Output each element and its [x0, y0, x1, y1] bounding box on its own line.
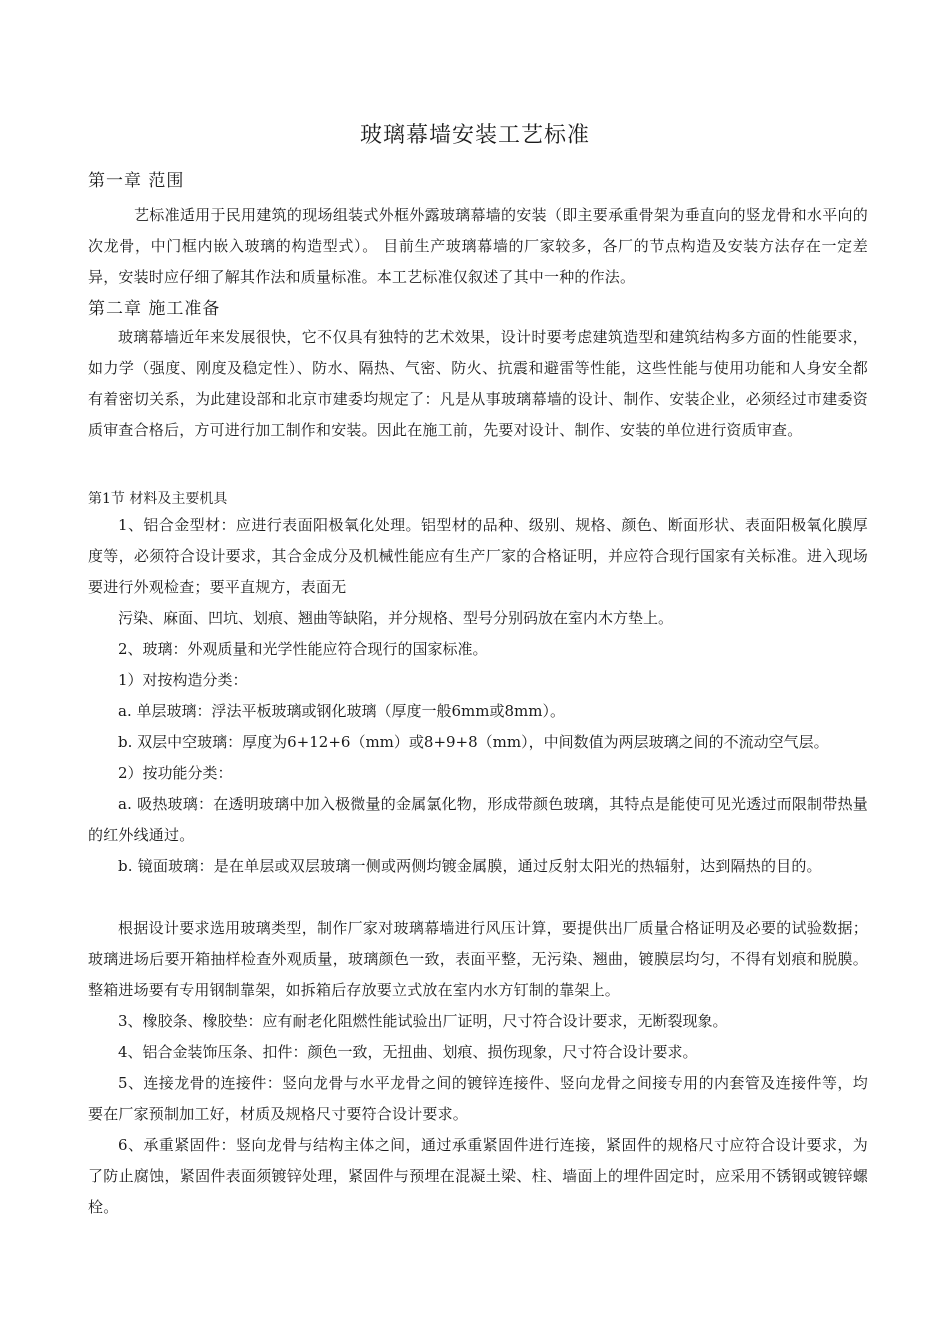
material-item-1: 1、铝合金型材：应进行表面阳极氧化处理。铝型材的品种、级别、规格、颜色、断面形状、表面阳极氧化膜厚度等，必须符合设计要求，其合金成分及机械性能应有生产厂家的合格证明，并应符合现行国家有关标准。进入现场要进行外观检查；要平直规方，表面无: [88, 516, 868, 596]
material-item-6: 6、承重紧固件：竖向龙骨与结构主体之间，通过承重紧固件进行连接，紧固件的规格尺寸应符合设计要求，为了防止腐蚀，紧固件表面须镀锌处理，紧固件与预埋在混凝土梁、柱、墙面上的埋件固定时，应采用不锈钢或镀锌螺栓。: [88, 1136, 868, 1216]
material-item-3: 3、橡胶条、橡胶垫：应有耐老化阻燃性能试验出厂证明，尺寸符合设计要求，无断裂现象。: [118, 1012, 728, 1030]
glass-single-layer: a. 单层玻璃：浮法平板玻璃或钢化玻璃（厚度一般6mm或8mm）。: [118, 702, 565, 720]
chapter-1-heading: 第一章 范围: [88, 171, 185, 191]
material-item-2: 2、玻璃：外观质量和光学性能应符合现行的国家标准。: [118, 640, 488, 658]
material-item-1-continued: 污染、麻面、凹坑、划痕、翘曲等缺陷，并分规格、型号分别码放在室内木方垫上。: [118, 609, 674, 627]
chapter-2-heading: 第二章 施工准备: [88, 299, 221, 319]
glass-double-layer: b. 双层中空玻璃：厚度为6+12+6（mm）或8+9+8（mm），中间数值为两层玻璃之间的不流动空气层。: [118, 733, 829, 751]
material-item-5: 5、连接龙骨的连接件：竖向龙骨与水平龙骨之间的镀锌连接件、竖向龙骨之间接专用的内套管及连接件等，均要在厂家预制加工好，材质及规格尺寸要符合设计要求。: [88, 1074, 868, 1123]
section-1-heading: 第1节 材料及主要机具: [88, 491, 228, 507]
glass-selection-note: 根据设计要求选用玻璃类型，制作厂家对玻璃幕墙进行风压计算，要提供出厂质量合格证明及必要的试验数据；玻璃进场后要开箱抽样检查外观质量，玻璃颜色一致，表面平整，无污染、翘曲，镀膜层均匀，不得有划痕和脱膜。整箱进场要有专用钢制靠架，如拆箱后存放要立式放在室内水方钉制的靠架上。: [88, 919, 868, 999]
chapter-2-paragraph: 玻璃幕墙近年来发展很快，它不仅具有独特的艺术效果，设计时要考虑建筑造型和建筑结构多方面的性能要求，如力学（强度、刚度及稳定性）、防水、隔热、气密、防火、抗震和避雷等性能，这些性能与使用功能和人身安全都有着密切关系，为此建设部和北京市建委均规定了：凡是从事玻璃幕墙的设计、制作、安装企业，必须经过市建委资质审查合格后，方可进行加工制作和安装。因此在施工前，先要对设计、制作、安装的单位进行资质审查。: [88, 328, 868, 439]
glass-heat-absorbing: a. 吸热玻璃：在透明玻璃中加入极微量的金属氯化物，形成带颜色玻璃，其特点是能使可见光透过而限制带热量的红外线通过。: [88, 795, 868, 844]
glass-mirror: b. 镜面玻璃：是在单层或双层玻璃一侧或两侧均镀金属膜，通过反射太阳光的热辐射，达到隔热的目的。: [118, 857, 822, 875]
glass-structure-heading: 1）对按构造分类：: [118, 671, 248, 689]
chapter-1-paragraph: 艺标准适用于民用建筑的现场组装式外框外露玻璃幕墙的安装（即主要承重骨架为垂直向的竖龙骨和水平向的次龙骨，中门框内嵌入玻璃的构造型式）。 目前生产玻璃幕墙的厂家较多，各厂的节点构造及安装方法存在一定差异，安装时应仔细了解其作法和质量标准。本工艺标准仅叙述了其中一种的作法。: [88, 206, 868, 286]
glass-function-heading: 2）按功能分类：: [118, 764, 233, 782]
material-item-4: 4、铝合金装饰压条、扣件：颜色一致，无扭曲、划痕、损伤现象，尺寸符合设计要求。: [118, 1043, 698, 1061]
document-title: 玻璃幕墙安装工艺标准: [359, 123, 590, 148]
